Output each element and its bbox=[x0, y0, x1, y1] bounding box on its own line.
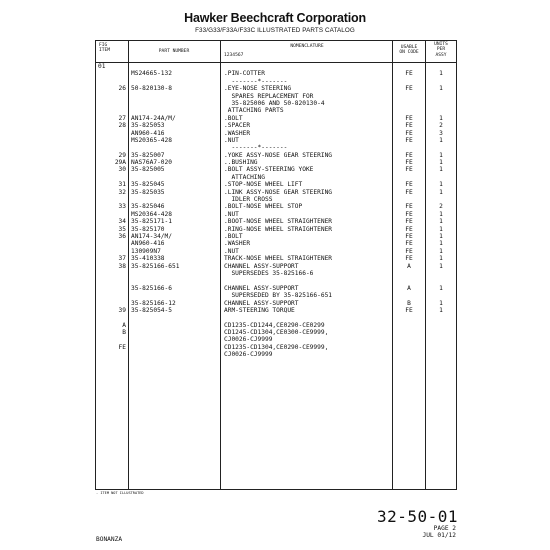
usable-on-code-cell: FE bbox=[405, 255, 413, 263]
revision-date: JUL 01/12 bbox=[422, 532, 456, 539]
nomenclature-cell: CHANNEL ASSY-SUPPORT bbox=[224, 284, 299, 292]
usable-on-code-cell: FE bbox=[405, 218, 413, 226]
table-row bbox=[96, 270, 456, 277]
table-row bbox=[96, 344, 456, 351]
table-row bbox=[96, 263, 456, 270]
item-cell: 37 bbox=[118, 255, 126, 263]
usable-on-code-cell: FE bbox=[405, 166, 413, 174]
nomenclature-cell: .LINK ASSY-NOSE GEAR STEERING bbox=[224, 188, 333, 196]
units-per-assy-cell: 1 bbox=[439, 218, 443, 226]
part-number-cell: 35-825171-1 bbox=[131, 218, 172, 226]
table-row bbox=[96, 233, 456, 240]
units-per-assy-cell: 1 bbox=[439, 159, 443, 167]
item-cell: 27 bbox=[118, 114, 126, 122]
nomenclature-cell: ARM-STEERING TORQUE bbox=[224, 306, 295, 314]
nomenclature-cell: .NUT bbox=[224, 247, 239, 255]
part-number-cell: 35-825007 bbox=[131, 151, 165, 159]
nomenclature-cell: ..BUSHING bbox=[224, 159, 258, 167]
item-cell: 29A bbox=[114, 159, 126, 167]
usable-on-code-cell: FE bbox=[405, 114, 413, 122]
usable-on-code-cell: FE bbox=[405, 306, 413, 314]
units-per-assy-cell: 1 bbox=[439, 284, 443, 292]
item-cell: 33 bbox=[118, 203, 126, 211]
part-number-cell: NAS76A7-020 bbox=[131, 159, 172, 167]
item-cell: FE bbox=[118, 343, 126, 351]
nomenclature-cell: .NUT bbox=[224, 210, 239, 218]
nomenclature-cell: .RING-NOSE WHEEL STRAIGHTENER bbox=[224, 225, 333, 233]
nomenclature-cell: CHANNEL ASSY-SUPPORT bbox=[224, 262, 299, 270]
part-number-cell: 35-825054-5 bbox=[131, 306, 172, 314]
units-per-assy-cell: 1 bbox=[439, 85, 443, 93]
fig-cell: 01 bbox=[98, 63, 106, 70]
table-row bbox=[96, 159, 456, 166]
usable-on-code-cell: FE bbox=[405, 240, 413, 248]
part-number-cell: 35-825170 bbox=[131, 225, 165, 233]
table-row bbox=[96, 144, 456, 151]
part-number-cell: 35-825053 bbox=[131, 122, 165, 130]
usable-on-code-cell: FE bbox=[405, 225, 413, 233]
table-row bbox=[96, 285, 456, 292]
part-number-cell: AN960-416 bbox=[131, 129, 165, 137]
usable-on-code-cell: FE bbox=[405, 181, 413, 189]
item-cell: 29 bbox=[118, 151, 126, 159]
col-header-fig-item-text: FIG ITEM bbox=[99, 43, 111, 54]
table-row bbox=[96, 130, 456, 137]
table-body bbox=[96, 63, 456, 359]
part-number-cell: 35-825166-12 bbox=[131, 299, 176, 307]
table-row bbox=[96, 248, 456, 255]
nomenclature-cell: CJ0026-CJ9999 bbox=[224, 336, 273, 344]
col-header-indent-scale: 1234567 bbox=[224, 53, 244, 58]
nomenclature-cell: .BOLT bbox=[224, 232, 243, 240]
catalog-header-subtitle: F33/G33/F33A/F33C ILLUSTRATED PARTS CATALOG bbox=[195, 27, 355, 34]
item-cell: 39 bbox=[118, 306, 126, 314]
nomenclature-cell: .WASHER bbox=[224, 129, 251, 137]
units-per-assy-cell: 1 bbox=[439, 225, 443, 233]
col-header-usable-on-code: USABLE ON CODE bbox=[399, 45, 419, 56]
col-header-units-per-assy: UNITS PER ASSY bbox=[434, 42, 448, 58]
part-number-cell: MS20364-428 bbox=[131, 210, 172, 218]
footnote: - ITEM NOT ILLUSTRATED bbox=[96, 491, 144, 495]
table-row bbox=[96, 307, 456, 314]
item-cell: 36 bbox=[118, 232, 126, 240]
units-per-assy-cell: 1 bbox=[439, 240, 443, 248]
item-cell: B bbox=[122, 329, 126, 337]
nomenclature-cell: ATTACHING bbox=[224, 173, 265, 181]
usable-on-code-cell: A bbox=[407, 284, 411, 292]
part-number-cell: 35-825035 bbox=[131, 188, 165, 196]
units-per-assy-cell: 1 bbox=[439, 70, 443, 78]
part-number-cell: AN174-24A/M/ bbox=[131, 114, 176, 122]
units-per-assy-cell: 3 bbox=[439, 129, 443, 137]
part-number-cell: MS24665-132 bbox=[131, 70, 172, 78]
table-row bbox=[96, 240, 456, 247]
units-per-assy-cell: 1 bbox=[439, 210, 443, 218]
table-row bbox=[96, 70, 456, 77]
table-row bbox=[96, 137, 456, 144]
part-number-cell: 35-825166-6 bbox=[131, 284, 172, 292]
nomenclature-cell: .BOOT-NOSE WHEEL STRAIGHTENER bbox=[224, 218, 333, 226]
item-cell: 28 bbox=[118, 122, 126, 130]
usable-on-code-cell: FE bbox=[405, 232, 413, 240]
col-header-fig-item bbox=[97, 43, 131, 54]
item-cell: 34 bbox=[118, 218, 126, 226]
table-row bbox=[96, 226, 456, 233]
nomenclature-cell: CHANNEL ASSY-SUPPORT bbox=[224, 299, 299, 307]
table-row bbox=[96, 107, 456, 114]
nomenclature-cell: .EYE-NOSE STEERING bbox=[224, 85, 292, 93]
part-number-cell: 50-820130-8 bbox=[131, 85, 172, 93]
usable-on-code-cell: FE bbox=[405, 203, 413, 211]
part-number-cell: 35-410338 bbox=[131, 255, 165, 263]
table-row bbox=[96, 322, 456, 329]
nomenclature-cell: TRACK-NOSE WHEEL STRAIGHTENER bbox=[224, 255, 333, 263]
table-row bbox=[96, 277, 456, 284]
nomenclature-cell: -------*------- bbox=[224, 144, 288, 152]
table-row bbox=[96, 329, 456, 336]
units-per-assy-cell: 1 bbox=[439, 181, 443, 189]
usable-on-code-cell: FE bbox=[405, 122, 413, 130]
nomenclature-cell: CD1235-CD1244,CE0290-CE0299 bbox=[224, 321, 325, 329]
item-cell: 35 bbox=[118, 225, 126, 233]
table-row bbox=[96, 189, 456, 196]
nomenclature-cell: .BOLT bbox=[224, 114, 243, 122]
usable-on-code-cell: FE bbox=[405, 188, 413, 196]
part-number-cell: AN960-416 bbox=[131, 240, 165, 248]
nomenclature-cell: SPARES REPLACEMENT FOR bbox=[224, 92, 314, 100]
table-row bbox=[96, 196, 456, 203]
nomenclature-cell: .BOLT ASSY-STEERING YOKE bbox=[224, 166, 314, 174]
nomenclature-cell: 35-825006 AND 50-820130-4 bbox=[224, 99, 325, 107]
part-number-cell: 35-825045 bbox=[131, 181, 165, 189]
table-row bbox=[96, 314, 456, 321]
nomenclature-cell: CD1235-CD1304,CE0290-CE9999, bbox=[224, 343, 329, 351]
usable-on-code-cell: A bbox=[407, 262, 411, 270]
nomenclature-cell: CJ0026-CJ9999 bbox=[224, 351, 273, 359]
table-row bbox=[96, 78, 456, 85]
part-number-cell: AN174-34/M/ bbox=[131, 232, 172, 240]
usable-on-code-cell: FE bbox=[405, 129, 413, 137]
table-row bbox=[96, 218, 456, 225]
usable-on-code-cell: FE bbox=[405, 70, 413, 78]
usable-on-code-cell: FE bbox=[405, 210, 413, 218]
table-row bbox=[96, 300, 456, 307]
section-number: 32-50-01 bbox=[376, 507, 458, 526]
nomenclature-cell: SUPERSEDES 35-825166-6 bbox=[224, 269, 314, 277]
table-row bbox=[96, 93, 456, 100]
table-row bbox=[96, 336, 456, 343]
nomenclature-cell: -------*------- bbox=[224, 77, 288, 85]
table-row bbox=[96, 152, 456, 159]
table-row bbox=[96, 174, 456, 181]
table-row bbox=[96, 351, 456, 358]
table-row bbox=[96, 181, 456, 188]
units-per-assy-cell: 1 bbox=[439, 262, 443, 270]
table-row bbox=[96, 203, 456, 210]
units-per-assy-cell: 1 bbox=[439, 188, 443, 196]
item-cell: 30 bbox=[118, 166, 126, 174]
nomenclature-cell: .WASHER bbox=[224, 240, 251, 248]
usable-on-code-cell: FE bbox=[405, 151, 413, 159]
item-cell: 31 bbox=[118, 181, 126, 189]
table-row bbox=[96, 85, 456, 92]
table-row bbox=[96, 100, 456, 107]
units-per-assy-cell: 1 bbox=[439, 166, 443, 174]
usable-on-code-cell: B bbox=[407, 299, 411, 307]
item-cell: 32 bbox=[118, 188, 126, 196]
nomenclature-cell: ATTACHING PARTS bbox=[224, 107, 284, 115]
usable-on-code-cell: FE bbox=[405, 85, 413, 93]
units-per-assy-cell: 1 bbox=[439, 232, 443, 240]
col-header-nomenclature: NOMENCLATURE bbox=[290, 44, 324, 49]
units-per-assy-cell: 1 bbox=[439, 151, 443, 159]
page-number: PAGE 2 bbox=[433, 525, 456, 532]
nomenclature-cell: .BOLT-NOSE WHEEL STOP bbox=[224, 203, 303, 211]
table-row bbox=[96, 211, 456, 218]
table-row bbox=[96, 292, 456, 299]
nomenclature-cell: .NUT bbox=[224, 136, 239, 144]
table-row bbox=[96, 255, 456, 262]
part-number-cell: MS20365-428 bbox=[131, 136, 172, 144]
col-header-part-number: PART NUMBER bbox=[158, 49, 190, 54]
units-per-assy-cell: 1 bbox=[439, 114, 443, 122]
table-column-header bbox=[96, 41, 456, 63]
units-per-assy-cell: 2 bbox=[439, 122, 443, 130]
item-cell: 38 bbox=[118, 262, 126, 270]
item-cell: A bbox=[122, 321, 126, 329]
nomenclature-cell: .SPACER bbox=[224, 122, 251, 130]
nomenclature-cell: IDLER CROSS bbox=[224, 196, 273, 204]
usable-on-code-cell: FE bbox=[405, 136, 413, 144]
nomenclature-cell: .YOKE ASSY-NOSE GEAR STEERING bbox=[224, 151, 333, 159]
table-row bbox=[96, 115, 456, 122]
table-row bbox=[96, 63, 456, 70]
units-per-assy-cell: 1 bbox=[439, 255, 443, 263]
part-number-cell: 35-825046 bbox=[131, 203, 165, 211]
table-row bbox=[96, 166, 456, 173]
part-number-cell: 130909N7 bbox=[131, 247, 161, 255]
units-per-assy-cell: 1 bbox=[439, 306, 443, 314]
units-per-assy-cell: 1 bbox=[439, 247, 443, 255]
nomenclature-cell: .STOP-NOSE WHEEL LIFT bbox=[224, 181, 303, 189]
item-cell: 26 bbox=[118, 85, 126, 93]
usable-on-code-cell: FE bbox=[405, 247, 413, 255]
table-row bbox=[96, 122, 456, 129]
units-per-assy-cell: 1 bbox=[439, 299, 443, 307]
parts-table bbox=[95, 40, 457, 490]
nomenclature-cell: SUPERSEDED BY 35-825166-651 bbox=[224, 292, 333, 300]
units-per-assy-cell: 2 bbox=[439, 203, 443, 211]
usable-on-code-cell: FE bbox=[405, 159, 413, 167]
nomenclature-cell: .PIN-COTTER bbox=[224, 70, 265, 78]
part-number-cell: 35-825166-651 bbox=[131, 262, 180, 270]
nomenclature-cell: CD1245-CD1304,CE0300-CE9999, bbox=[224, 329, 329, 337]
model-name: BONANZA bbox=[96, 536, 123, 543]
units-per-assy-cell: 1 bbox=[439, 136, 443, 144]
catalog-header-title: Hawker Beechcraft Corporation bbox=[184, 11, 366, 25]
part-number-cell: 35-825005 bbox=[131, 166, 165, 174]
